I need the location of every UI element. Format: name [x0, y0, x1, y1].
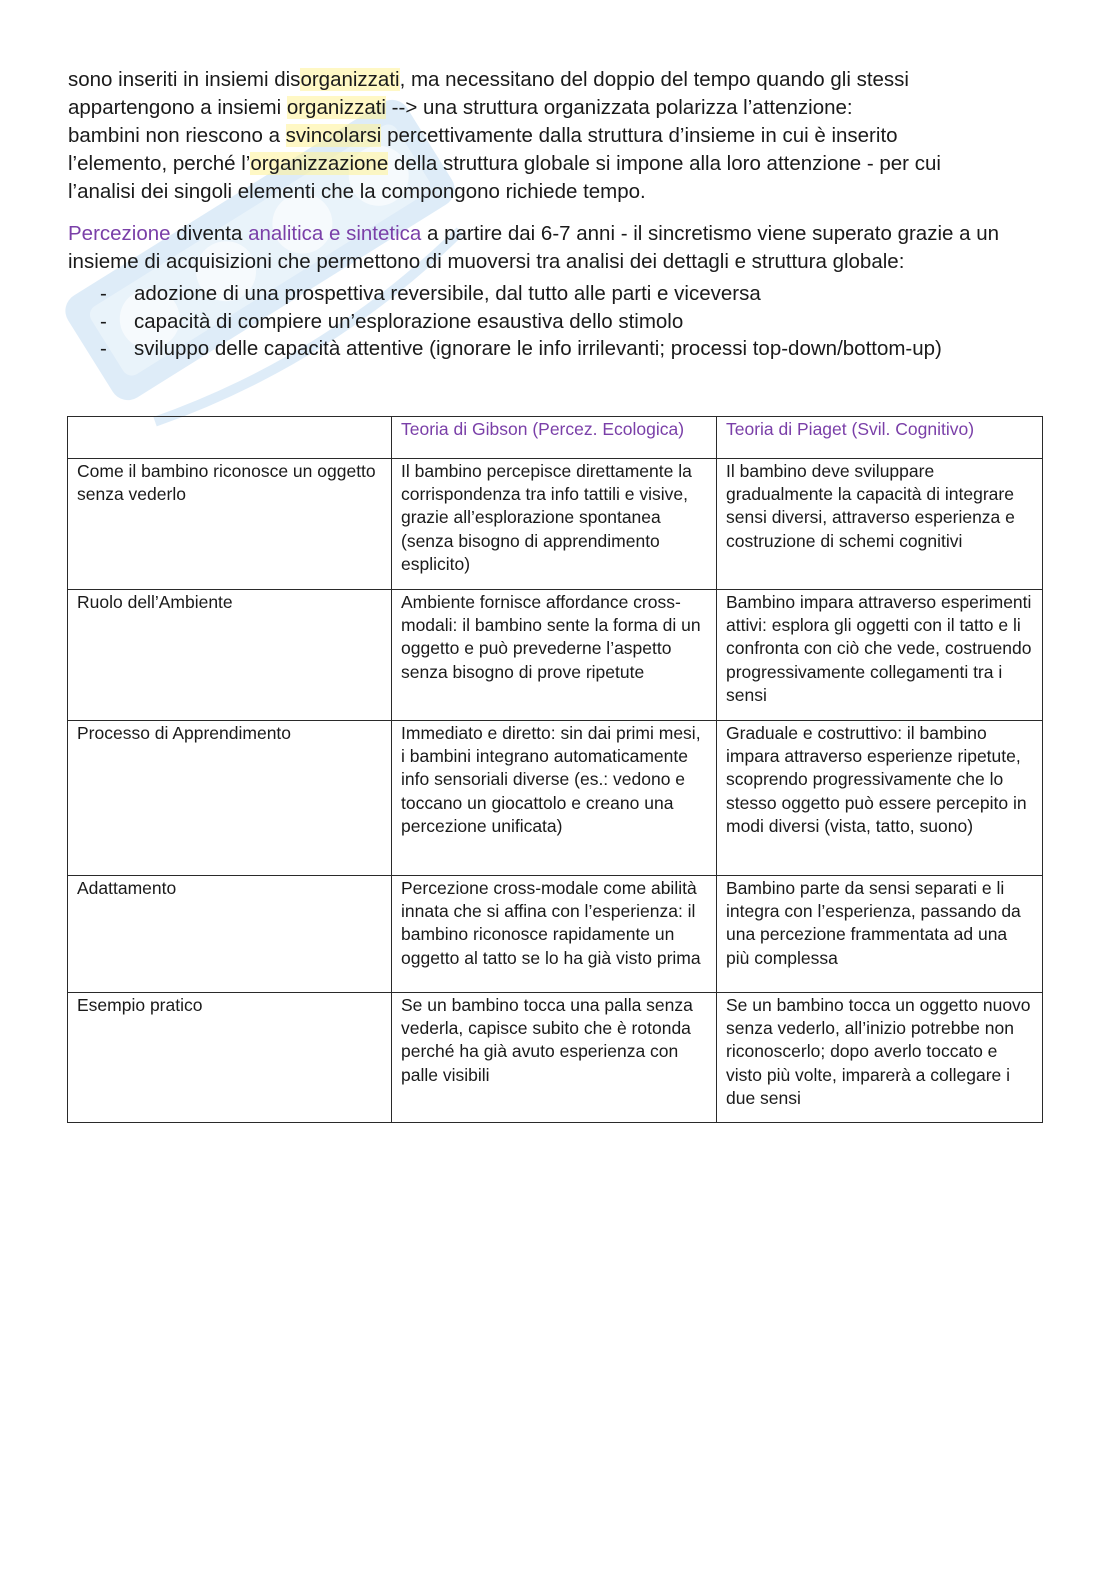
intro-line-4a: l’elemento, perché l’: [68, 152, 251, 175]
gibson-cell: Ambiente fornisce affordance cross-modali: il bambino sente la forma di un oggetto e può prevederne l’aspetto senza bisogno di prove ripetute: [392, 590, 717, 721]
acquisizioni-list: [68, 280, 1048, 363]
intro-highlight-4: organizzazione: [250, 152, 389, 175]
piaget-cell: Il bambino deve sviluppare gradualmente la capacità di integrare sensi diversi, attraverso esperienza e costruzione di schemi cognitivi: [717, 459, 1043, 590]
gibson-cell: Percezione cross-modale come abilità innata che si affina con l’esperienza: il bambino riconosce rapidamente un oggetto al tatto se lo ha già visto prima: [392, 876, 717, 993]
row-label: Ruolo dell’Ambiente: [68, 590, 392, 721]
list-item: - capacità di compiere un’esplorazione esaustiva dello stimolo: [68, 308, 1048, 336]
gibson-cell: Se un bambino tocca una palla senza vederla, capisce subito che è rotonda perché ha già avuto esperienza con palle visibili: [392, 993, 717, 1123]
intro-line-4b: della struttura globale si impone alla loro attenzione - per cui: [388, 152, 941, 175]
intro-highlight-2: organizzati: [286, 96, 386, 119]
percezione-text-1: diventa: [170, 222, 249, 245]
gibson-cell: Il bambino percepisce direttamente la corrispondenza tra info tattili e visive, grazie all’esplorazione spontanea (senza bisogno di apprendimento esplicito): [392, 459, 717, 590]
intro-line-1-tail: , ma necessitano del doppio del tempo quando gli stessi: [399, 68, 909, 91]
table-row: [68, 459, 1043, 590]
term-analitica-sintetica: analitica e sintetica: [248, 222, 422, 245]
term-percezione: Percezione: [68, 222, 171, 245]
table-row: [68, 876, 1043, 993]
intro-line-5: l’analisi dei singoli elementi che la compongono richiede tempo.: [68, 180, 646, 203]
percezione-paragraph: [68, 220, 1048, 276]
piaget-cell: Bambino parte da sensi separati e li integra con l’esperienza, passando da una percezione frammentata ad una più complessa: [717, 876, 1043, 993]
comparison-table: [67, 416, 1043, 1123]
table-row: [68, 590, 1043, 721]
list-item: - adozione di una prospettiva reversibile, dal tutto alle parti e viceversa: [68, 280, 1048, 308]
gibson-cell: Immediato e diretto: sin dai primi mesi, i bambini integrano automaticamente info sensoriali diverse (es.: vedono e toccano un giocattolo e creano una percezione unificata): [392, 721, 717, 876]
row-label: Esempio pratico: [68, 993, 392, 1123]
table-header-row: [68, 417, 1043, 459]
row-label: Processo di Apprendimento: [68, 721, 392, 876]
percezione-text-2: a partire dai 6-7 anni - il sincretismo viene superato grazie a un insieme di acquisizioni che permettono di muoversi tra analisi dei dettagli e struttura globale:: [68, 222, 999, 273]
list-item: - sviluppo delle capacità attentive (ignorare le info irrilevanti; processi top-down/bottom-up): [68, 335, 1048, 363]
table-row: [68, 721, 1043, 876]
intro-highlight-1: organizzati: [300, 68, 400, 91]
row-label: Come il bambino riconosce un oggetto senza vederlo: [68, 459, 392, 590]
intro-line-2b: --> una struttura organizzata polarizza l’attenzione:: [385, 96, 853, 119]
table-row: [68, 993, 1043, 1123]
intro-line-2a: appartengono a insiemi: [68, 96, 287, 119]
intro-line-1: sono inseriti in insiemi dis: [68, 68, 301, 91]
piaget-cell: Graduale e costruttivo: il bambino impara attraverso esperienze ripetute, scoprendo progressivamente che lo stesso oggetto può essere percepito in modi diversi (vista, tatto, suono): [717, 721, 1043, 876]
piaget-cell: Bambino impara attraverso esperimenti attivi: esplora gli oggetti con il tatto e li confronta con ciò che vede, costruendo progressivamente collegamenti tra i sensi: [717, 590, 1043, 721]
header-piaget: Teoria di Piaget (Svil. Cognitivo): [717, 417, 1043, 459]
intro-line-3b: percettivamente dalla struttura d’insieme in cui è inserito: [381, 124, 898, 147]
intro-highlight-3: svincolarsi: [285, 124, 382, 147]
intro-paragraph: [68, 66, 1048, 206]
row-label: Adattamento: [68, 876, 392, 993]
header-gibson: Teoria di Gibson (Percez. Ecologica): [392, 417, 717, 459]
header-empty-cell: [68, 417, 392, 459]
document-body: [68, 66, 1048, 363]
piaget-cell: Se un bambino tocca un oggetto nuovo senza vederlo, all’inizio potrebbe non riconoscerlo; dopo averlo toccato e visto più volte, imparerà a collegare i due sensi: [717, 993, 1043, 1123]
intro-line-3a: bambini non riescono a: [68, 124, 286, 147]
